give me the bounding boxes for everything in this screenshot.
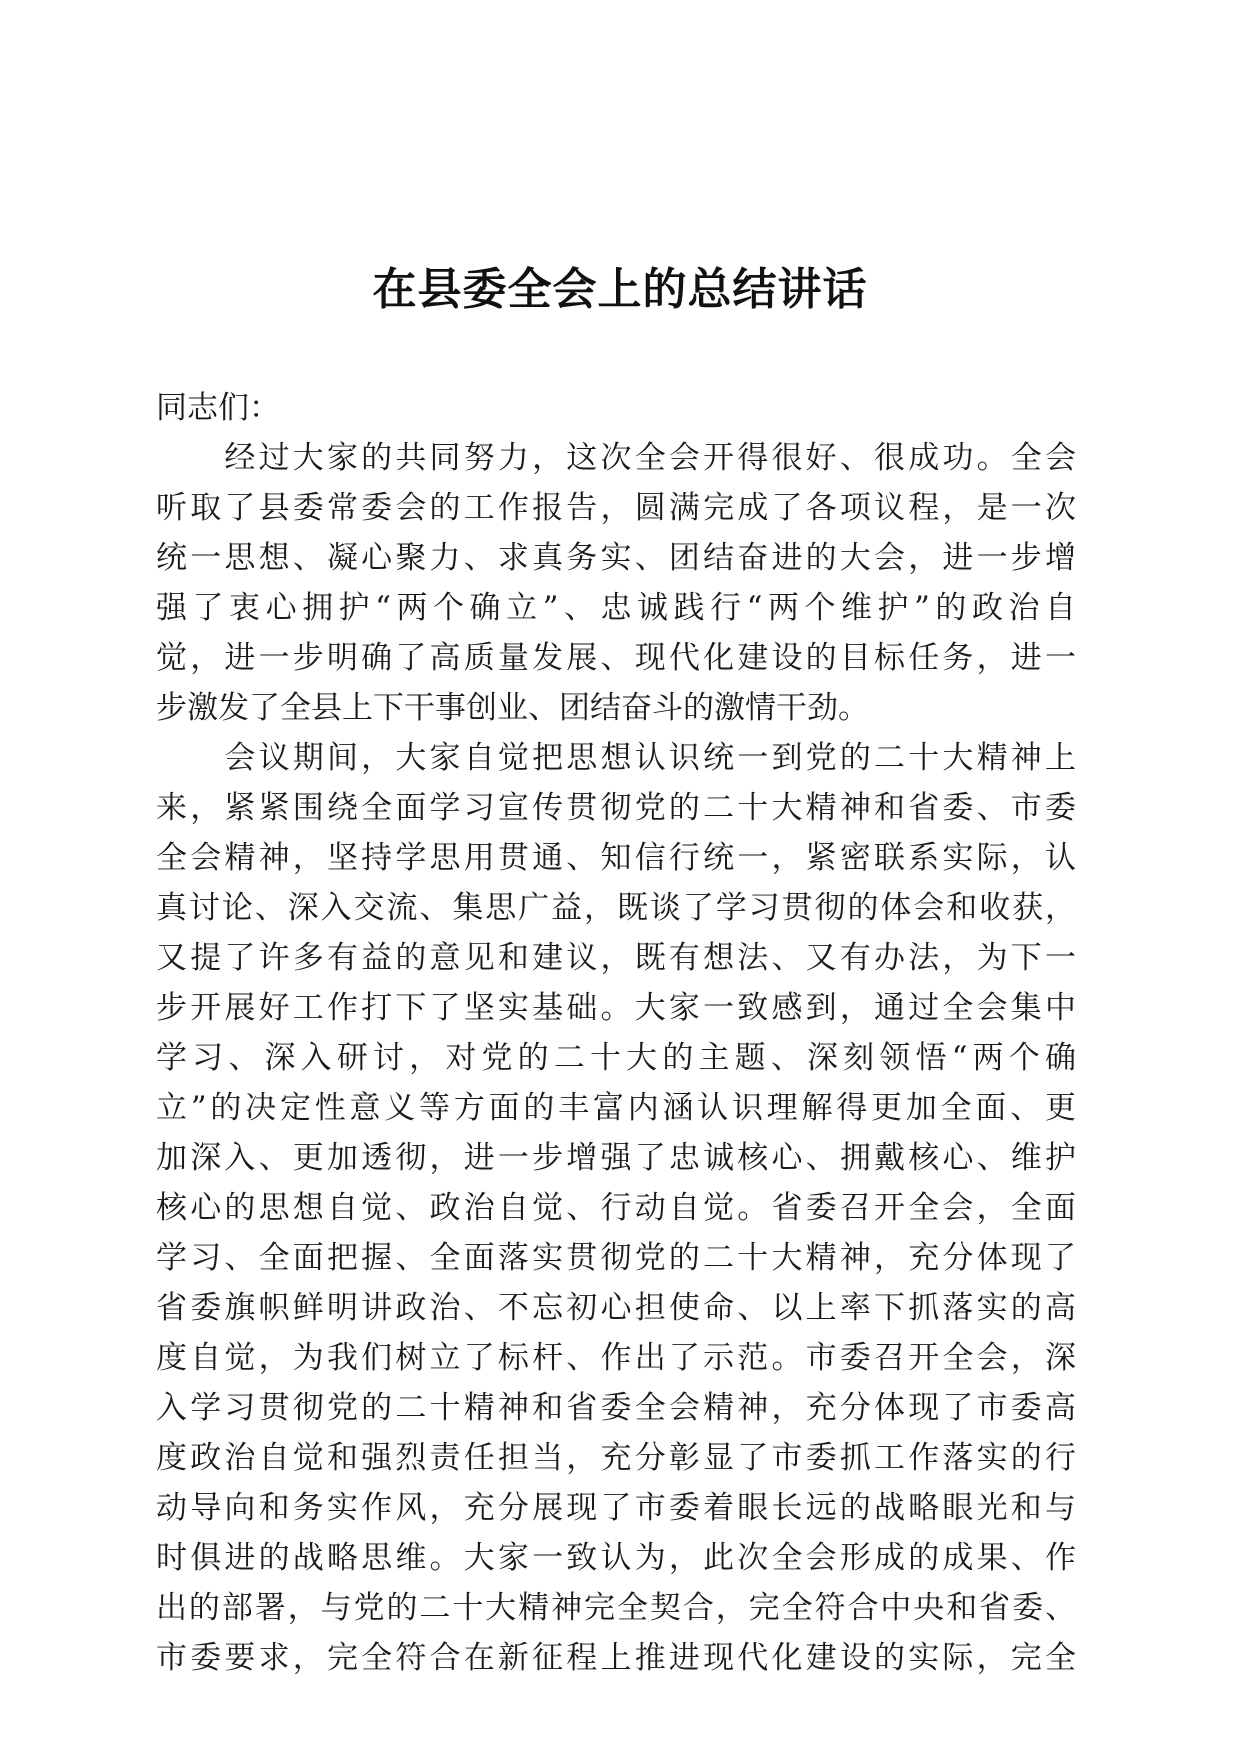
paragraph-2-line: 全会精神，坚持学思用贯通、知信行统一，紧密联系实际，认 xyxy=(156,840,1076,876)
paragraph-2-line: 入学习贯彻党的二十精神和省委全会精神，充分体现了市委高 xyxy=(156,1390,1076,1426)
paragraph-2-line: 时俱进的战略思维。大家一致认为，此次全会形成的成果、作 xyxy=(156,1540,1076,1576)
paragraph-2-line: 学习、全面把握、全面落实贯彻党的二十大精神，充分体现了 xyxy=(156,1240,1076,1276)
paragraph-2-line: 动导向和务实作风，充分展现了市委着眼长远的战略眼光和与 xyxy=(156,1490,1076,1526)
paragraph-2-line: 步开展好工作打下了坚实基础。大家一致感到，通过全会集中 xyxy=(156,990,1076,1026)
paragraph-2-line: 学习、深入研讨，对党的二十大的主题、深刻领悟“两个确 xyxy=(156,1040,1076,1076)
paragraph-2-line: 立”的决定性意义等方面的丰富内涵认识理解得更加全面、更 xyxy=(156,1090,1076,1126)
paragraph-2-line: 会议期间，大家自觉把思想认识统一到党的二十大精神上 xyxy=(156,740,1076,776)
paragraph-2-line: 度自觉，为我们树立了标杆、作出了示范。市委召开全会，深 xyxy=(156,1340,1076,1376)
paragraph-2-line: 出的部署，与党的二十大精神完全契合，完全符合中央和省委、 xyxy=(156,1590,1076,1626)
paragraph-1-line: 听取了县委常委会的工作报告，圆满完成了各项议程，是一次 xyxy=(156,490,1076,526)
paragraph-2-line: 市委要求，完全符合在新征程上推进现代化建设的实际，完全 xyxy=(156,1640,1076,1676)
paragraph-2-line: 又提了许多有益的意见和建议，既有想法、又有办法，为下一 xyxy=(156,940,1076,976)
document-body xyxy=(156,383,1076,1683)
paragraph-2-line: 加深入、更加透彻，进一步增强了忠诚核心、拥戴核心、维护 xyxy=(156,1140,1076,1176)
paragraph-1-line: 觉，进一步明确了高质量发展、现代化建设的目标任务，进一 xyxy=(156,640,1076,676)
salutation-line: 同志们： xyxy=(156,390,280,426)
document-title: 在县委全会上的总结讲话 xyxy=(372,264,868,315)
paragraph-2-line: 真讨论、深入交流、集思广益，既谈了学习贯彻的体会和收获， xyxy=(156,890,1076,926)
paragraph-2-line: 度政治自觉和强烈责任担当，充分彰显了市委抓工作落实的行 xyxy=(156,1440,1076,1476)
paragraph-2-line: 核心的思想自觉、政治自觉、行动自觉。省委召开全会，全面 xyxy=(156,1190,1076,1226)
paragraph-1-line: 统一思想、凝心聚力、求真务实、团结奋进的大会，进一步增 xyxy=(156,540,1076,576)
paragraph-1-line: 步激发了全县上下干事创业、团结奋斗的激情干劲。 xyxy=(156,690,869,726)
paragraph-1-line: 经过大家的共同努力，这次全会开得很好、很成功。全会 xyxy=(156,440,1076,476)
paragraph-2-line: 来，紧紧围绕全面学习宣传贯彻党的二十大精神和省委、市委 xyxy=(156,790,1076,826)
paragraph-2-line: 省委旗帜鲜明讲政治、不忘初心担使命、以上率下抓落实的高 xyxy=(156,1290,1076,1326)
paragraph-1-line: 强了衷心拥护“两个确立”、忠诚践行“两个维护”的政治自 xyxy=(156,590,1076,626)
